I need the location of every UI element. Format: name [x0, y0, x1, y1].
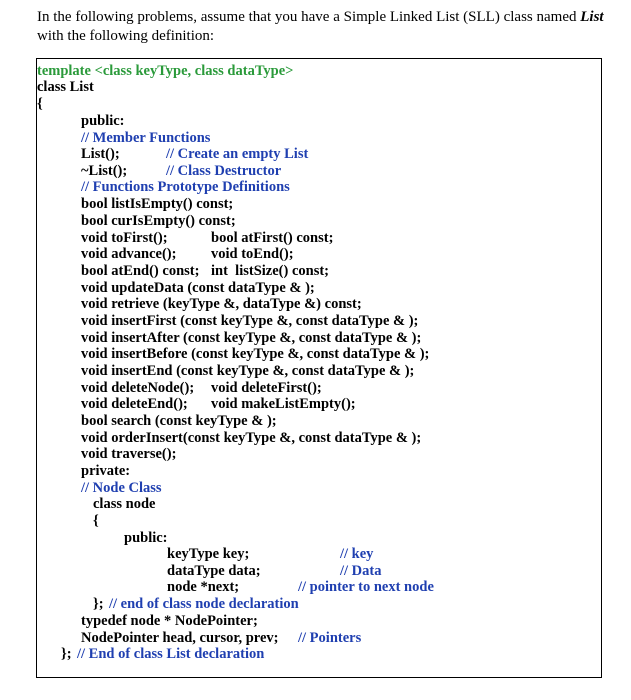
typedef-line: typedef node * NodePointer; [81, 613, 258, 629]
intro-paragraph [37, 8, 617, 46]
code-line: int listSize() const; [211, 263, 329, 279]
pointers-line: NodePointer head, cursor, prev; [81, 630, 279, 646]
constructor: List(); [81, 146, 120, 162]
public-label: public: [81, 113, 125, 129]
code-line: bool atEnd() const; [81, 263, 200, 279]
code-line: void insertBefore (const keyType &, const dataType & ); [81, 346, 430, 362]
node-class-comment: // Node Class [81, 480, 162, 496]
class-name: List [580, 9, 604, 25]
code-line: bool atFirst() const; [211, 230, 334, 246]
code-line: void orderInsert(const keyType &, const dataType & ); [81, 430, 422, 446]
code-line: void insertFirst (const keyType &, const dataType & ); [81, 313, 419, 329]
intro-text: In the following problems, assume that you have a Simple Linked List (SLL) class named [37, 9, 581, 25]
node-open-brace: { [93, 513, 99, 529]
node-public-label: public: [124, 530, 168, 546]
destructor-comment: // Class Destructor [166, 163, 282, 179]
code-line: void updateData (const dataType & ); [81, 280, 315, 296]
class-close: }; [61, 646, 72, 662]
code-line: bool listIsEmpty() const; [81, 196, 234, 212]
private-label: private: [81, 463, 131, 479]
template-line: template <class keyType, class dataType> [37, 63, 294, 79]
prototypes-comment: // Functions Prototype Definitions [81, 179, 290, 195]
code-line: void traverse(); [81, 446, 177, 462]
node-data-comment: // Data [340, 563, 382, 579]
node-key-comment: // key [340, 546, 374, 562]
class-close-comment: // End of class List declaration [77, 646, 265, 662]
node-close: }; [93, 596, 104, 612]
node-key: keyType key; [167, 546, 250, 562]
node-close-comment: // end of class node declaration [109, 596, 299, 612]
pointers-comment: // Pointers [298, 630, 362, 646]
code-line: void insertEnd (const keyType &, const dataType & ); [81, 363, 415, 379]
class-node: class node [93, 496, 156, 512]
code-line: void makeListEmpty(); [211, 396, 356, 412]
member-functions-comment: // Member Functions [81, 130, 211, 146]
code-line: void advance(); [81, 246, 177, 262]
code-line: void insertAfter (const keyType &, const dataType & ); [81, 330, 422, 346]
node-next-comment: // pointer to next node [298, 579, 434, 595]
code-line: void deleteFirst(); [211, 380, 322, 396]
code-line: void toEnd(); [211, 246, 294, 262]
intro-text-2: with the following definition: [37, 28, 215, 44]
node-data: dataType data; [167, 563, 261, 579]
code-line: void toFirst(); [81, 230, 168, 246]
code-line: bool search (const keyType & ); [81, 413, 277, 429]
code-line: void retrieve (keyType &, dataType &) const; [81, 296, 362, 312]
code-line: bool curIsEmpty() const; [81, 213, 236, 229]
class-declaration: class List [37, 79, 94, 95]
node-next: node *next; [167, 579, 240, 595]
destructor: ~List(); [81, 163, 128, 179]
constructor-comment: // Create an empty List [166, 146, 309, 162]
open-brace: { [37, 96, 43, 112]
code-line: void deleteNode(); [81, 380, 195, 396]
code-line: void deleteEnd(); [81, 396, 188, 412]
